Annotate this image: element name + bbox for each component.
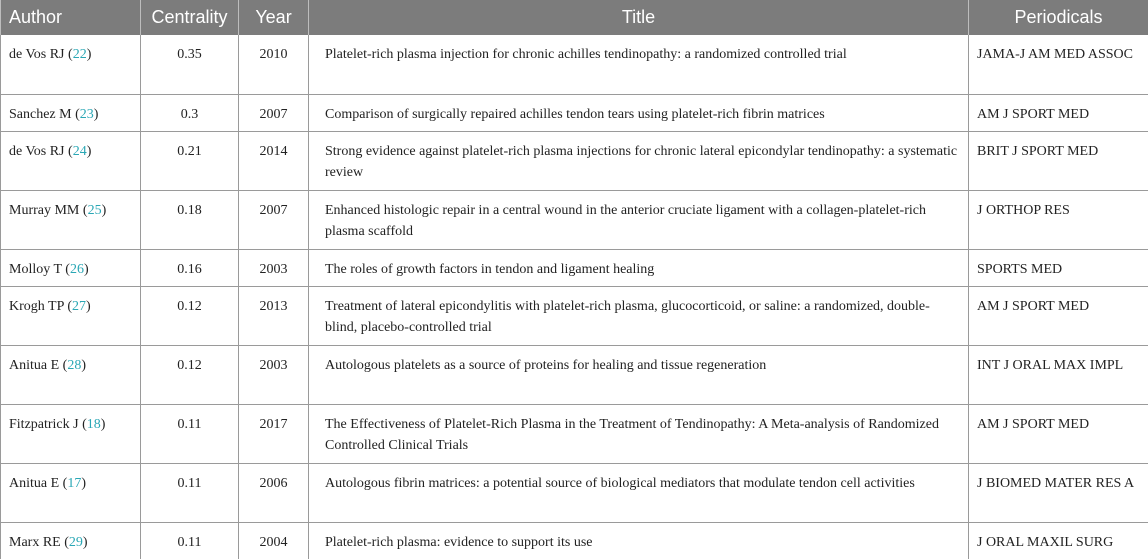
cell-title: Comparison of surgically repaired achilles tendon tears using platelet-rich fibrin matrices — [309, 94, 969, 131]
table-row — [1, 249, 1148, 286]
table-row — [1, 345, 1148, 404]
cell-periodical: J BIOMED MATER RES A — [969, 463, 1148, 522]
reference-link[interactable]: 24 — [73, 144, 87, 159]
table-row — [1, 286, 1148, 345]
reference-link[interactable]: 22 — [73, 47, 87, 62]
cell-year: 2004 — [239, 522, 309, 559]
header-periodicals: Periodicals — [969, 0, 1148, 35]
cell-title: Enhanced histologic repair in a central wound in the anterior cruciate ligament with a collagen-platelet-rich plasma scaffold — [309, 190, 969, 249]
cell-centrality: 0.35 — [141, 35, 239, 94]
cell-year: 2013 — [239, 286, 309, 345]
cell-title: Autologous fibrin matrices: a potential source of biological mediators that modulate tendon cell activities — [309, 463, 969, 522]
cell-periodical: J ORTHOP RES — [969, 190, 1148, 249]
cell-year: 2014 — [239, 131, 309, 190]
reference-link[interactable]: 26 — [70, 262, 84, 277]
cell-author: Anitua E (28) — [1, 345, 141, 404]
table-row — [1, 522, 1148, 559]
cell-centrality: 0.11 — [141, 463, 239, 522]
cell-title: Platelet-rich plasma: evidence to support its use — [309, 522, 969, 559]
reference-link[interactable]: 29 — [69, 535, 83, 550]
header-author: Author — [1, 0, 141, 35]
cell-year: 2003 — [239, 345, 309, 404]
table-row — [1, 94, 1148, 131]
cell-title: The roles of growth factors in tendon and ligament healing — [309, 249, 969, 286]
author-name: de Vos RJ — [9, 144, 65, 159]
author-name: de Vos RJ — [9, 47, 65, 62]
reference-link[interactable]: 18 — [87, 417, 101, 432]
author-name: Krogh TP — [9, 299, 64, 314]
cell-periodical: AM J SPORT MED — [969, 404, 1148, 463]
cell-centrality: 0.12 — [141, 345, 239, 404]
header-centrality: Centrality — [141, 0, 239, 35]
cell-centrality: 0.11 — [141, 522, 239, 559]
table-row — [1, 35, 1148, 94]
cell-title: Autologous platelets as a source of proteins for healing and tissue regeneration — [309, 345, 969, 404]
cell-year: 2007 — [239, 94, 309, 131]
cell-author: Krogh TP (27) — [1, 286, 141, 345]
reference-link[interactable]: 17 — [67, 476, 81, 491]
header-year: Year — [239, 0, 309, 35]
cell-centrality: 0.16 — [141, 249, 239, 286]
table-row — [1, 190, 1148, 249]
cell-author: de Vos RJ (24) — [1, 131, 141, 190]
cell-title: Platelet-rich plasma injection for chronic achilles tendinopathy: a randomized controlled trial — [309, 35, 969, 94]
cell-periodical: J ORAL MAXIL SURG — [969, 522, 1148, 559]
cell-year: 2017 — [239, 404, 309, 463]
cell-periodical: INT J ORAL MAX IMPL — [969, 345, 1148, 404]
author-name: Molloy T — [9, 262, 62, 277]
table-row — [1, 463, 1148, 522]
header-title: Title — [309, 0, 969, 35]
cell-title: Strong evidence against platelet-rich plasma injections for chronic lateral epicondylar tendinopathy: a systematic review — [309, 131, 969, 190]
author-name: Marx RE — [9, 535, 61, 550]
author-name: Sanchez M — [9, 107, 72, 122]
author-name: Murray MM — [9, 203, 79, 218]
cell-periodical: AM J SPORT MED — [969, 286, 1148, 345]
cell-periodical: AM J SPORT MED — [969, 94, 1148, 131]
cell-author: Molloy T (26) — [1, 249, 141, 286]
reference-link[interactable]: 27 — [72, 299, 86, 314]
cell-periodical: SPORTS MED — [969, 249, 1148, 286]
cell-year: 2006 — [239, 463, 309, 522]
table-body — [1, 35, 1148, 559]
reference-link[interactable]: 25 — [88, 203, 102, 218]
cell-title: Treatment of lateral epicondylitis with platelet-rich plasma, glucocorticoid, or saline: a randomized, double-blind, placebo-controlled trial — [309, 286, 969, 345]
cell-centrality: 0.18 — [141, 190, 239, 249]
cell-centrality: 0.12 — [141, 286, 239, 345]
author-name: Anitua E — [9, 358, 59, 373]
cell-centrality: 0.11 — [141, 404, 239, 463]
cell-author: Marx RE (29) — [1, 522, 141, 559]
author-name: Fitzpatrick J — [9, 417, 79, 432]
cell-centrality: 0.21 — [141, 131, 239, 190]
table-header — [1, 0, 1148, 35]
cell-author: Anitua E (17) — [1, 463, 141, 522]
cell-title: The Effectiveness of Platelet-Rich Plasma in the Treatment of Tendinopathy: A Meta-analysis of Randomized Controlled Clinical Trials — [309, 404, 969, 463]
table-row — [1, 404, 1148, 463]
reference-link[interactable]: 28 — [67, 358, 81, 373]
cell-periodical: BRIT J SPORT MED — [969, 131, 1148, 190]
author-name: Anitua E — [9, 476, 59, 491]
reference-link[interactable]: 23 — [80, 107, 94, 122]
cell-author: Murray MM (25) — [1, 190, 141, 249]
cell-author: Fitzpatrick J (18) — [1, 404, 141, 463]
cell-author: de Vos RJ (22) — [1, 35, 141, 94]
cell-year: 2007 — [239, 190, 309, 249]
cell-periodical: JAMA-J AM MED ASSOC — [969, 35, 1148, 94]
header-row — [1, 0, 1148, 35]
cell-year: 2010 — [239, 35, 309, 94]
cell-author: Sanchez M (23) — [1, 94, 141, 131]
cell-centrality: 0.3 — [141, 94, 239, 131]
cell-year: 2003 — [239, 249, 309, 286]
table-row — [1, 131, 1148, 190]
